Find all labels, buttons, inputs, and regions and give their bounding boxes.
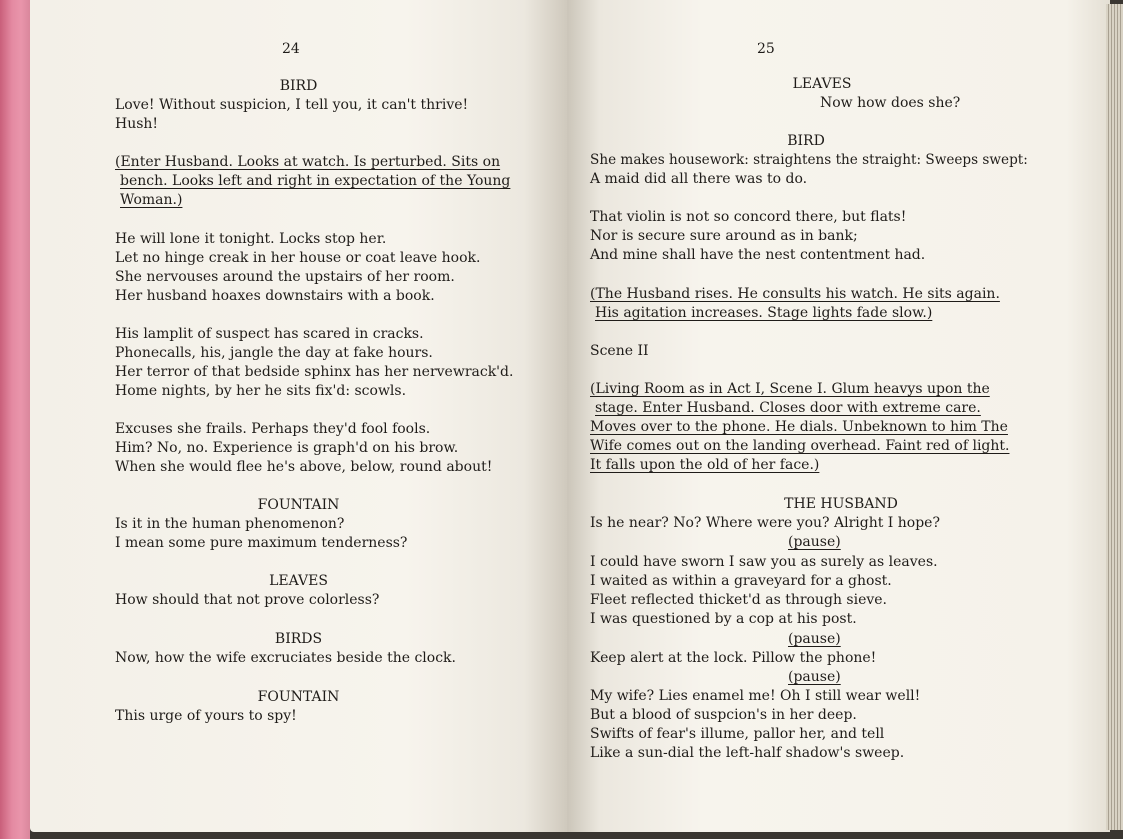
- text-line: When she would flee he's above, below, round about!: [115, 459, 493, 475]
- page-edges: [1106, 4, 1123, 830]
- stage-direction: His agitation increases. Stage lights fade slow.): [595, 305, 933, 321]
- text-line: That violin is not so concord there, but flats!: [590, 209, 907, 225]
- text-line: I could have sworn I saw you as surely as leaves.: [590, 554, 938, 570]
- text-line: Him? No, no. Experience is graph'd on his brow.: [115, 440, 459, 456]
- text-line: Nor is secure sure around as in bank;: [590, 228, 858, 244]
- stage-direction: It falls upon the old of her face.): [590, 457, 820, 473]
- stage-direction: (The Husband rises. He consults his watch. He sits again.: [590, 286, 1000, 302]
- pause-direction: (pause): [788, 669, 841, 685]
- speaker-name: FOUNTAIN: [257, 689, 340, 705]
- text-line: But a blood of suspcion's in her deep.: [590, 707, 857, 723]
- text-line: Home nights, by her he sits fix'd: scowls.: [115, 383, 407, 399]
- text-line: Love! Without suspicion, I tell you, it can't thrive!: [115, 97, 469, 113]
- text-line: And mine shall have the nest contentment had.: [590, 247, 926, 263]
- text-line: I waited as within a graveyard for a ghost.: [590, 573, 892, 589]
- stage-direction: stage. Enter Husband. Closes door with extreme care.: [595, 400, 981, 416]
- text-line: She nervouses around the upstairs of her room.: [115, 269, 455, 285]
- page-number: 24: [282, 41, 300, 57]
- left-page: [30, 0, 567, 832]
- text-line: She makes housework: straightens the straight: Sweeps swept:: [590, 152, 1028, 168]
- text-line: Is it in the human phenomenon?: [115, 516, 345, 532]
- stage-direction: Woman.): [120, 192, 183, 208]
- text-line: How should that not prove colorless?: [115, 592, 380, 608]
- pause-direction: (pause): [788, 534, 841, 550]
- text-line: Her husband hoaxes downstairs with a book.: [115, 288, 435, 304]
- text-line: Is he near? No? Where were you? Alright I hope?: [590, 515, 940, 531]
- text-line: Fleet reflected thicket'd as through sieve.: [590, 592, 888, 608]
- text-line: I mean some pure maximum tenderness?: [115, 535, 408, 551]
- stage-direction: (Living Room as in Act I, Scene I. Glum heavys upon the: [590, 381, 990, 397]
- right-page: [567, 0, 1110, 832]
- text-line: His lamplit of suspect has scared in cracks.: [115, 326, 424, 342]
- text-line: My wife? Lies enamel me! Oh I still wear well!: [590, 688, 921, 704]
- speaker-name: THE HUSBAND: [784, 496, 898, 512]
- pause-direction: (pause): [788, 631, 841, 647]
- text-line: I was questioned by a cop at his post.: [590, 611, 857, 627]
- text-line: Her terror of that bedside sphinx has her nervewrack'd.: [115, 364, 514, 380]
- text-line: He will lone it tonight. Locks stop her.: [115, 231, 387, 247]
- speaker-name: BIRDS: [274, 631, 323, 647]
- speaker-name: FOUNTAIN: [257, 497, 340, 513]
- text-line: Swifts of fear's illume, pallor her, and tell: [590, 726, 885, 742]
- speaker-name: BIRD: [787, 133, 825, 149]
- text-line: A maid did all there was to do.: [590, 171, 808, 187]
- text-line: Like a sun-dial the left-half shadow's sweep.: [590, 745, 905, 761]
- book-cover-edge: [0, 0, 30, 839]
- text-line: This urge of yours to spy!: [115, 708, 297, 724]
- stage-direction: Moves over to the phone. He dials. Unbeknown to him The: [590, 419, 1008, 435]
- text-line: Now, how the wife excruciates beside the clock.: [115, 650, 456, 666]
- page-number: 25: [757, 41, 775, 57]
- text-line: Hush!: [115, 116, 159, 132]
- text-line: Keep alert at the lock. Pillow the phone!: [590, 650, 877, 666]
- stage-direction: Wife comes out on the landing overhead. Faint red of light.: [590, 438, 1010, 454]
- text-line: Excuses she frails. Perhaps they'd fool fools.: [115, 421, 431, 437]
- text-line: Phonecalls, his, jangle the day at fake hours.: [115, 345, 433, 361]
- speaker-name: BIRD: [279, 78, 318, 94]
- scene-heading: Scene II: [590, 343, 649, 359]
- stage-direction: (Enter Husband. Looks at watch. Is perturbed. Sits on: [115, 154, 501, 170]
- stage-direction: bench. Looks left and right in expectation of the Young: [120, 173, 511, 189]
- speaker-name: LEAVES: [792, 76, 852, 92]
- speaker-name: LEAVES: [269, 573, 328, 589]
- text-line: Now how does she?: [820, 95, 961, 111]
- text-line: Let no hinge creak in her house or coat leave hook.: [115, 250, 481, 266]
